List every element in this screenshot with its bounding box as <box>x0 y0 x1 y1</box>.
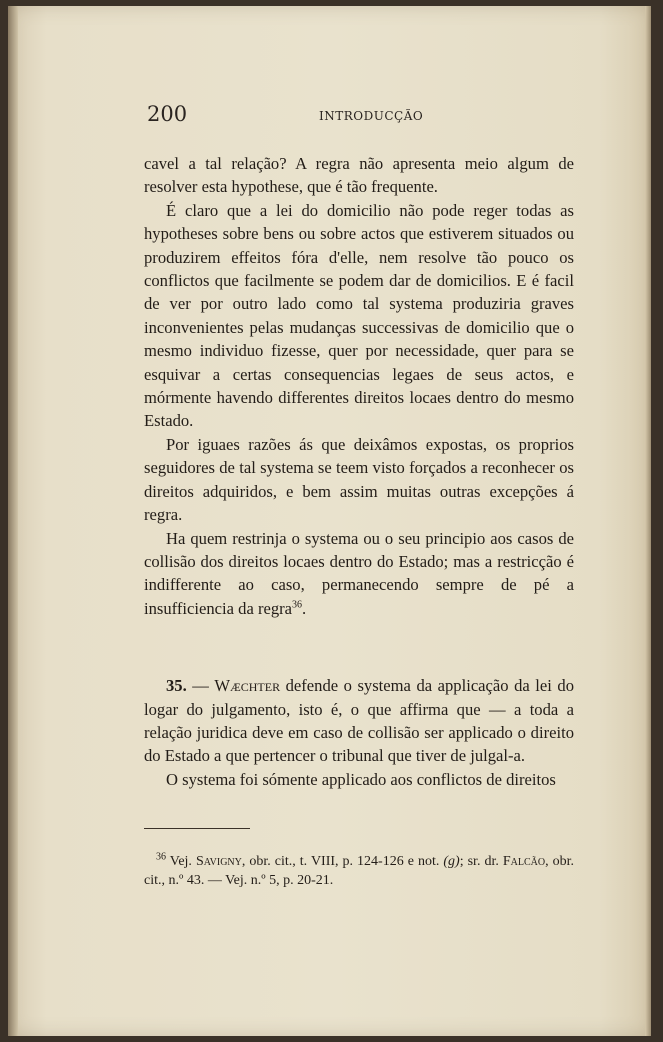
footnote <box>144 852 574 890</box>
section-number: 35. <box>166 676 187 696</box>
footnote-text: , obr. cit., n.º 43. — Vej. n.º 5, p. 20-21. <box>144 854 574 888</box>
paragraph: É claro que a lei do domicilio não pode reger todas as hypotheses sobre bens ou sobre actos que estiverem situados ou produzirem effeitos fóra d'elle, nem resolve tão pouco os conflictos que facilmente se podem dar de domicilios. E é facil de ver por outro lado como tal systema produziria graves inconvenientes pelas mudanças successivas de domicilio que o mesmo individuo fizesse, quer por necessidade, quer para se esquivar a certas consequencias legaes de seus actos, e mórmente havendo differentes direitos locaes dentro do mesmo Estado. <box>144 200 574 431</box>
footnote-text: , obr. cit., t. VIII, p. 124-126 e not. <box>241 854 444 869</box>
book-page <box>8 6 651 1036</box>
body-text <box>144 152 574 791</box>
footnote-ref-g: (g) <box>443 854 460 869</box>
footnote-author: Falcão <box>502 854 546 869</box>
footnote-divider <box>144 828 250 829</box>
paragraph: Por iguaes razões ás que deixâmos expostas, os proprios seguidores de tal systema se teem visto forçados a reconhecer os direitos adquiridos, e bem assim muitas outras excepções á regra. <box>144 434 574 525</box>
running-title: INTRODUCÇÃO <box>319 109 424 123</box>
page-edge <box>645 6 651 1036</box>
paragraph-with-note: Ha quem restrinja o systema ou o seu principio aos casos de collisão dos direitos locaes dentro do Estado; mas a restricção é indifferente ao caso, permanecendo sempre de pé a insufficiencia da regra$^{36}$. <box>144 528 574 618</box>
page-header <box>141 102 576 132</box>
section-dash: — <box>186 676 215 696</box>
footnote-reference: 36 <box>292 599 303 611</box>
section-text: defende o systema da applicação da lei do logar do julgamento, isto é, o que affirma que — a toda a relação juridica deve em caso de collisão ser applicado o direito do Estado a que pertencer o tribunal que tiver de julgal-a. <box>144 676 574 766</box>
section-paragraph <box>144 674 574 768</box>
footnote-number: 36 <box>156 851 166 863</box>
paragraph: O systema foi sómente applicado aos conflictos de direitos <box>166 769 556 789</box>
footnote-author: Savigny <box>195 854 242 869</box>
paragraph-text: Ha quem restrinja o systema ou o seu principio aos casos de collisão dos direitos locaes dentro do Estado; mas a restricção é indifferente ao caso, permanecendo sempre de pé a insufficiencia da regra <box>144 528 574 618</box>
paragraph-continued: cavel a tal relação? A regra não apresenta meio algum de resolver esta hypothese, que é tão frequente. <box>144 154 574 197</box>
author-name: Wæchter <box>214 676 281 696</box>
page-number: 200 <box>147 102 188 126</box>
page-gutter <box>8 6 18 1036</box>
footnote-text: Vej. <box>166 854 196 869</box>
footnote-text: ; sr. dr. <box>459 854 503 869</box>
